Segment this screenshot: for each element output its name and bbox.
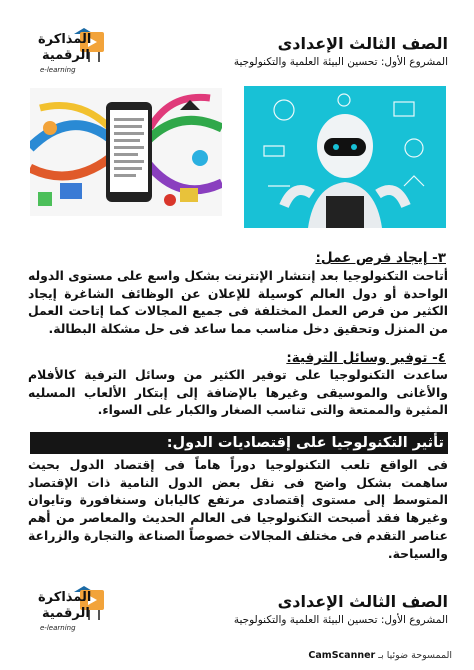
logo bbox=[36, 28, 108, 86]
section-heading: ٤- توفير وسائل الترفية: bbox=[286, 350, 446, 366]
scanner-watermark bbox=[308, 650, 452, 661]
page-title: الصف الثالث الإعدادى bbox=[277, 34, 448, 53]
section-body: فى الواقع تلعب التكنولوجيا دوراً هاماً فى إقتصاد الدول بحيث ساهمت بشكل واضح فى نقل بعض الدول النامية ذات الإقتصاد المتوسط إلى مستوى إقتصادى مرتفع كاليابان وسنغافورة وتايوان وغيرها فقد أصبحت التكنولوجيا فى العالم الحديث والمعاصر من أهم عناصر التقدم فى مختلف المجالات خصوصاً الصناعة والتجارة والزراعة والسياحة. bbox=[28, 457, 448, 561]
section-heading-banner: تأثير التكنولوجيا على إقتصاديات الدول: bbox=[30, 432, 448, 454]
phone-icons-illustration bbox=[30, 88, 222, 216]
logo-text: المذاكرة bbox=[38, 32, 92, 47]
logo-text: الرقمية bbox=[42, 48, 90, 63]
robot-icon bbox=[244, 86, 446, 228]
section-body: أتاحت التكنولوجيا بعد إنتشار الإنترنت بشكل واسع على مستوى الدوله الواحدة أو دول العالم كوسيلة للإعلان عن الوظائف الشاغرة إيجاد الكثير من فرص العمل المختلفة فى جميع المجالات كما إتاحت العمل من المنزل وتحقيق دخل مناسب مما ساعد فى حل مشكلة البطالة. bbox=[28, 268, 448, 337]
technology-illustration bbox=[30, 88, 222, 216]
page-subtitle: المشروع الأول: تحسين البيئة العلمية والتكنولوجية bbox=[233, 56, 448, 68]
section-heading: ٣- إيجاد فرص عمل: bbox=[315, 250, 446, 266]
robot-illustration bbox=[244, 86, 446, 228]
scanner-note: الممسوحة ضوئيا بـ bbox=[378, 650, 452, 661]
logo-text: المذاكرة bbox=[38, 590, 92, 605]
footer-title: الصف الثالث الإعدادى bbox=[277, 592, 448, 611]
footer-subtitle: المشروع الأول: تحسين البيئة العلمية والتكنولوجية bbox=[233, 614, 448, 626]
logo-tagline: e-learning bbox=[40, 66, 76, 74]
logo-text: الرقمية bbox=[42, 606, 90, 621]
section-body: ساعدت التكنولوجيا على توفير الكثير من وسائل الترفية كالأفلام والأغانى والموسيقى وغيرها بالإضافة إلى إبتكار الألعاب المسليه المثيرة والممتعة والتى تناسب الصغار والكبار على السواء. bbox=[28, 367, 448, 418]
footer-logo bbox=[36, 586, 108, 644]
scanner-brand: CamScanner bbox=[308, 650, 376, 661]
logo-tagline: e-learning bbox=[40, 624, 76, 632]
